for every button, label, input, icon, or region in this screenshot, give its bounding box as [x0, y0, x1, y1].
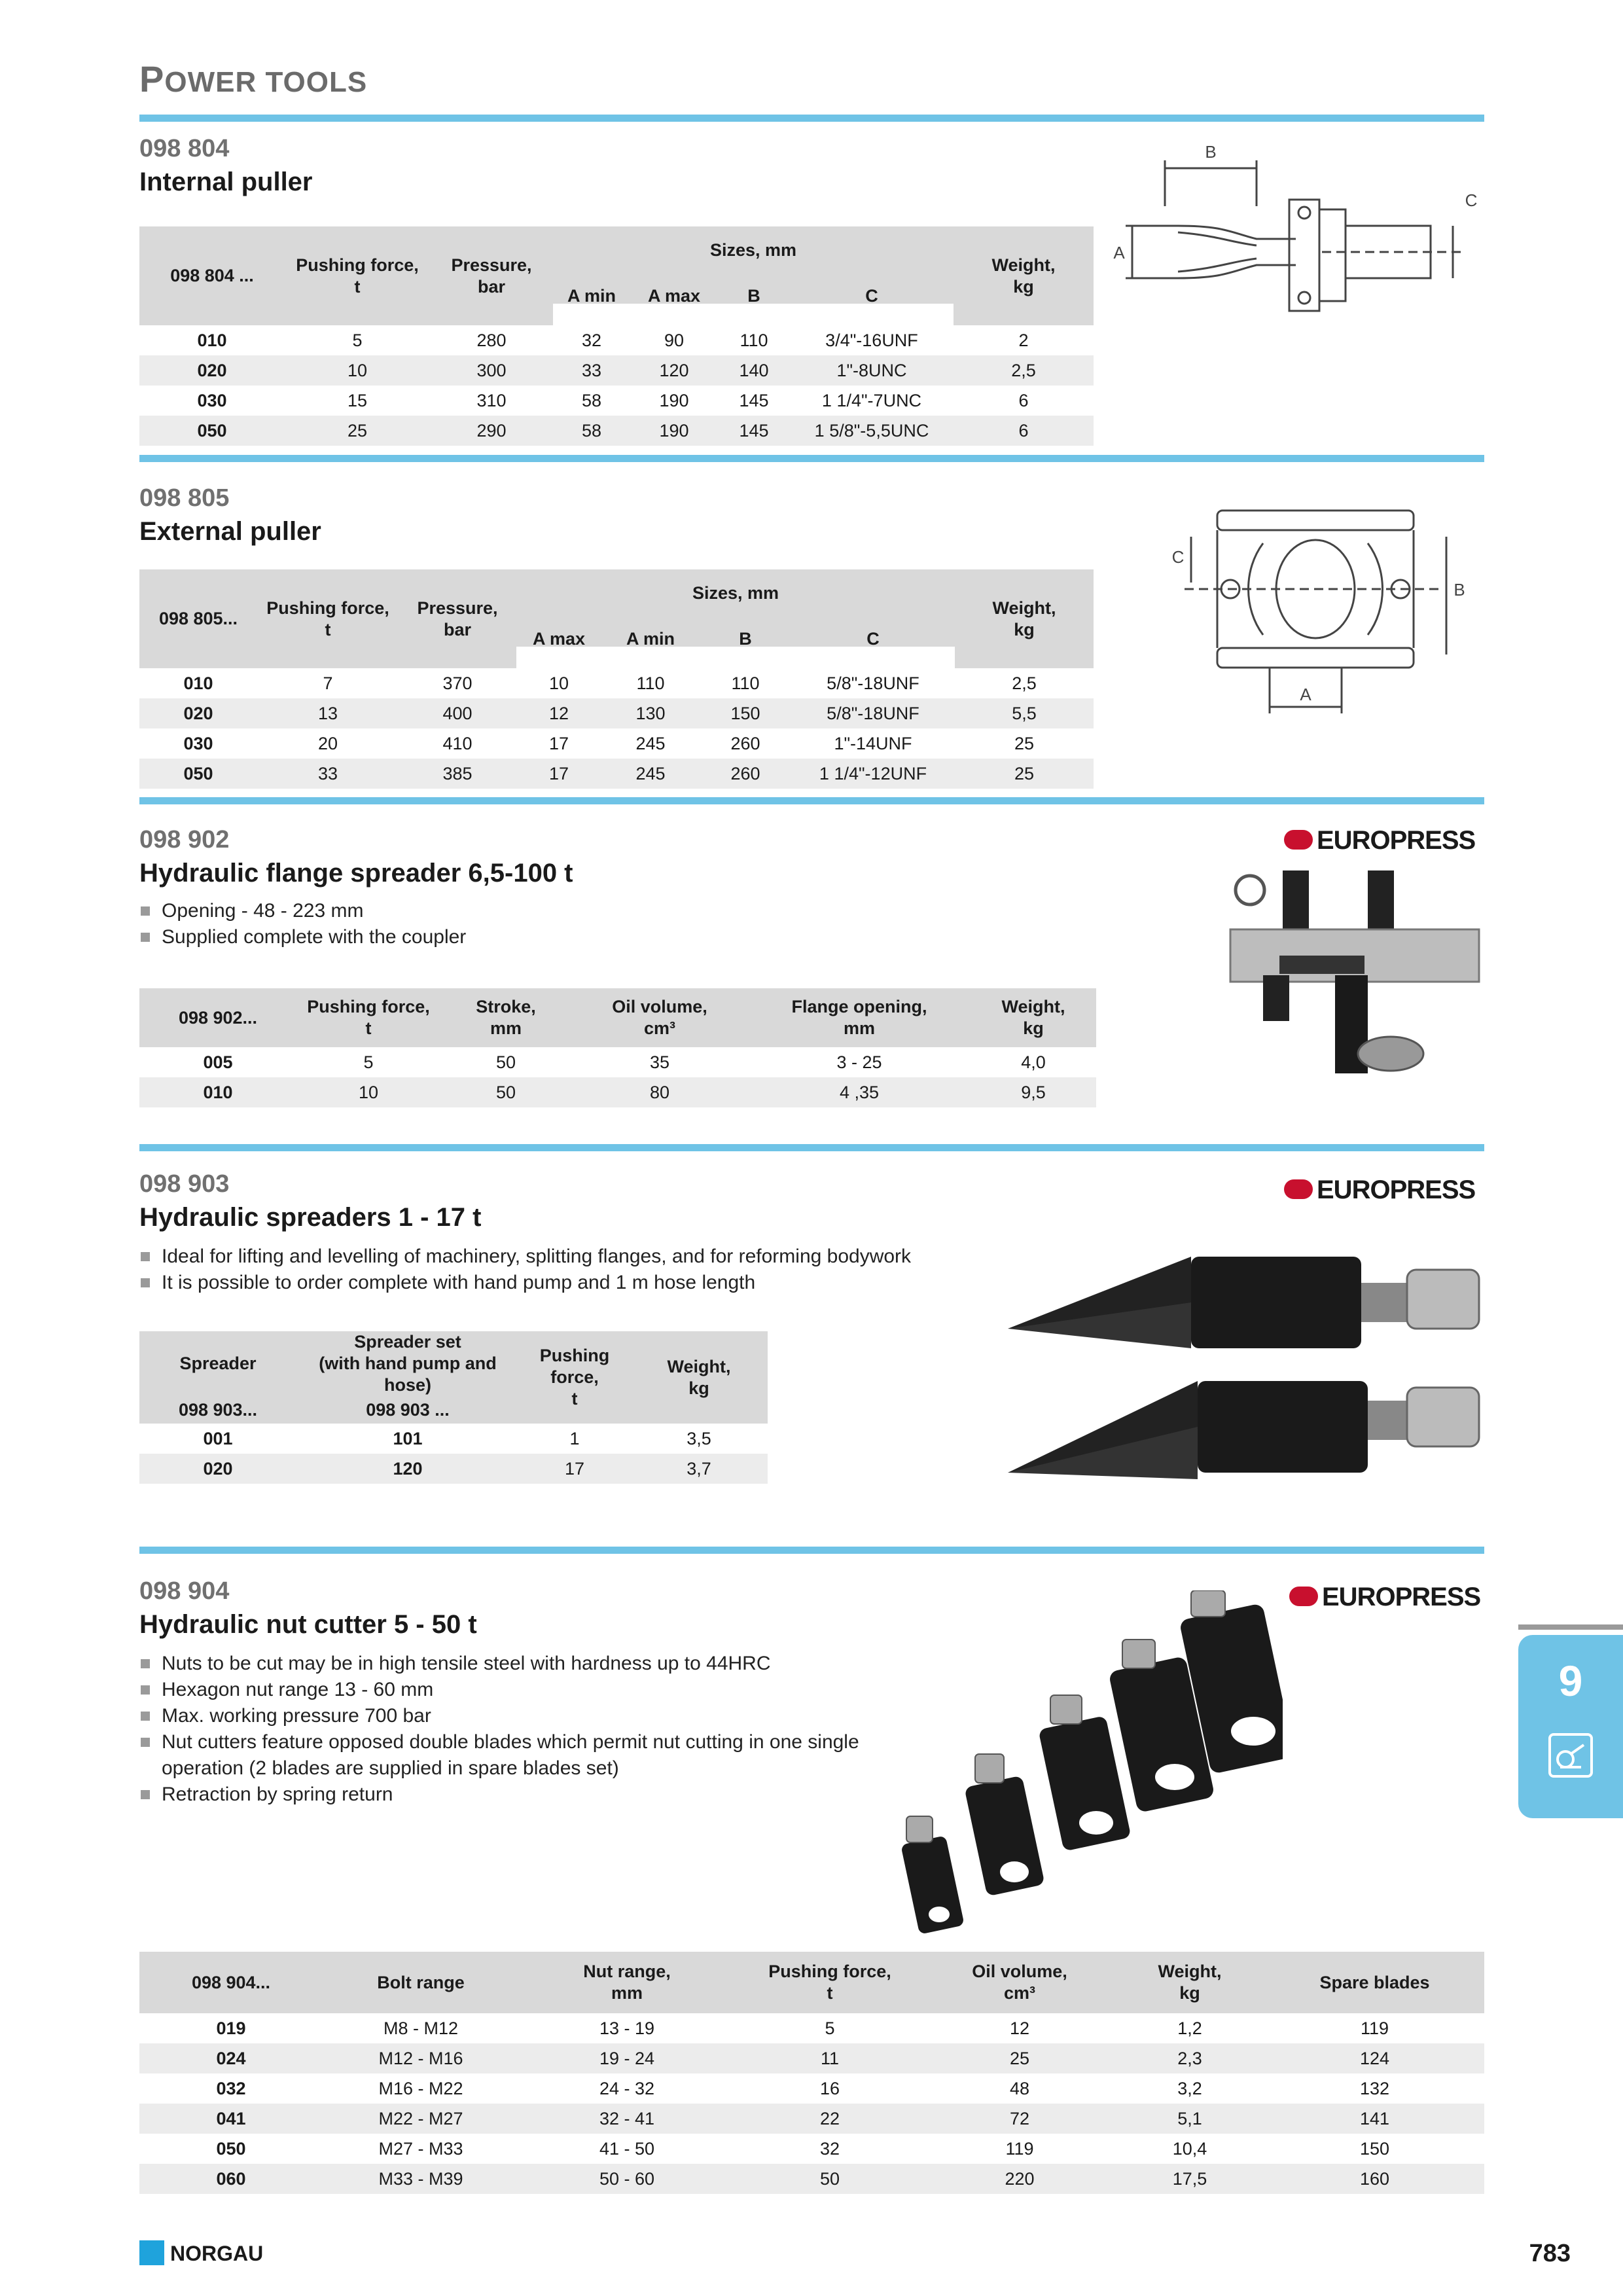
spec-table-flange: [139, 988, 1096, 1107]
table-cell: 245: [601, 759, 700, 789]
table-cell: 4,0: [1021, 1052, 1046, 1072]
col-force: Pushing force, t: [735, 1952, 925, 2013]
col-code: 098 805...: [139, 569, 257, 668]
col-set-code: 098 903 ...: [296, 1396, 519, 1424]
table-cell: 25: [955, 759, 1094, 789]
dim-label-a: A: [1113, 243, 1125, 262]
nut-cutters-photo: [877, 1590, 1283, 1944]
table-cell: 150: [700, 698, 791, 728]
table-cell: 50: [735, 2164, 925, 2194]
table-row: [139, 2073, 1484, 2104]
table-cell: 90: [664, 330, 685, 350]
col-oil: Oil volume, cm³: [925, 1952, 1115, 2013]
col-force: Pushing force, t: [519, 1331, 630, 1424]
col-spare: Spare blades: [1265, 1952, 1484, 2013]
table-cell: 2,5: [954, 355, 1094, 386]
table-cell: 35: [649, 1052, 670, 1072]
col-pressure: Pressure, bar: [399, 569, 516, 668]
list-item: Nuts to be cut may be in high tensile steel with hardness up to 44HRC: [139, 1651, 866, 1677]
table-row: [139, 1952, 1484, 2013]
table-cell: 17: [548, 733, 569, 753]
europress-mark-icon: [1289, 1587, 1318, 1606]
product-code: 098 904: [139, 1577, 230, 1605]
section-divider: [139, 455, 1484, 462]
table-row: [139, 728, 1094, 759]
col-nut: Nut range, mm: [519, 1952, 735, 2013]
table-cell: 12: [516, 698, 601, 728]
table-row: [139, 988, 1096, 1047]
table-cell: 17,5: [1115, 2164, 1265, 2194]
table-cell: 20: [317, 733, 338, 753]
col-force: Pushing force, t: [285, 226, 430, 325]
table-cell: 17: [519, 1454, 630, 1484]
table-cell: 5/8"-18UNF: [827, 673, 919, 693]
col-a-min: A min: [567, 286, 616, 306]
table-cell: 110: [636, 673, 665, 693]
col-weight: Weight, kg: [1115, 1952, 1265, 2013]
table-cell: 020: [139, 698, 257, 728]
list-item: Ideal for lifting and levelling of machinery, splitting flanges, and for reforming bodywork: [139, 1244, 911, 1270]
table-row: [139, 759, 1094, 789]
spec-table-nutcutter: [139, 1952, 1484, 2194]
table-cell: 3/4"-16UNF: [825, 330, 918, 350]
table-cell: 132: [1359, 2078, 1390, 2098]
col-set: Spreader set (with hand pump and hose): [296, 1331, 519, 1396]
table-cell: 032: [216, 2078, 246, 2098]
table-cell: 385: [399, 759, 516, 789]
table-cell: 300: [430, 355, 553, 386]
table-cell: 050: [139, 416, 285, 446]
table-cell: 280: [476, 330, 507, 350]
table-cell: 7: [323, 673, 333, 693]
table-cell: 120: [296, 1454, 519, 1484]
table-cell: 9,5: [971, 1077, 1096, 1107]
col-sizes: Sizes, mm: [516, 569, 955, 647]
col-oil: Oil volume, cm³: [571, 988, 748, 1047]
table-cell: 041: [139, 2104, 323, 2134]
spec-table-external: [139, 569, 1094, 789]
table-cell: M33 - M39: [323, 2164, 519, 2194]
table-cell: 290: [430, 416, 553, 446]
table-cell: 2,3: [1115, 2043, 1265, 2073]
table-cell: 220: [925, 2164, 1115, 2194]
table-cell: 3,7: [630, 1454, 768, 1484]
table-cell: 260: [700, 759, 791, 789]
table-cell: 145: [739, 390, 769, 410]
table-cell: 25: [285, 416, 430, 446]
table-row: [139, 2164, 1484, 2194]
table-cell: 260: [730, 733, 760, 753]
table-cell: 13: [257, 698, 399, 728]
table-cell: 310: [476, 390, 507, 410]
table-cell: M22 - M27: [323, 2104, 519, 2134]
product-name: External puller: [139, 517, 321, 546]
table-cell: 58: [581, 390, 602, 410]
table-cell: 020: [139, 1454, 296, 1484]
page-title: POWER TOOLS: [139, 58, 368, 99]
table-row: [139, 698, 1094, 728]
table-cell: 50 - 60: [519, 2164, 735, 2194]
table-cell: 41 - 50: [599, 2138, 655, 2159]
table-cell: 190: [630, 416, 718, 446]
col-force: Pushing force, t: [296, 988, 440, 1047]
angle-grinder-icon: [1548, 1733, 1593, 1778]
col-weight: Weight, kg: [630, 1331, 768, 1424]
table-cell: 10: [285, 355, 430, 386]
table-cell: 019: [216, 2018, 246, 2038]
col-opening: Flange opening, mm: [748, 988, 971, 1047]
table-cell: 245: [635, 733, 666, 753]
table-cell: 120: [630, 355, 718, 386]
list-item: Supplied complete with the coupler: [139, 924, 466, 950]
table-cell: 5/8"-18UNF: [791, 698, 955, 728]
brand-square: [139, 2240, 164, 2265]
list-item: Retraction by spring return: [139, 1782, 866, 1808]
section-divider: [139, 115, 1484, 122]
table-cell: 3 - 25: [836, 1052, 882, 1072]
table-cell: 1: [569, 1428, 580, 1448]
table-cell: 17: [516, 759, 601, 789]
dim-label-b: B: [1454, 580, 1465, 600]
product-code: 098 903: [139, 1170, 230, 1198]
table-cell: 119: [1005, 2138, 1034, 2159]
table-cell: 24 - 32: [599, 2078, 655, 2098]
table-cell: 050: [139, 759, 257, 789]
table-row: [139, 325, 1094, 355]
table-cell: 12: [1009, 2018, 1030, 2038]
table-row: [139, 1454, 768, 1484]
table-cell: 110: [731, 673, 760, 693]
table-cell: 10: [296, 1077, 440, 1107]
table-cell: 1"-14UNF: [834, 733, 912, 753]
table-cell: 2: [1018, 330, 1029, 350]
table-cell: 050: [216, 2138, 246, 2159]
table-cell: M12 - M16: [323, 2043, 519, 2073]
flange-spreader-photo: [1224, 864, 1486, 1086]
table-cell: 010: [197, 330, 227, 350]
col-spreader: Spreader: [139, 1331, 296, 1396]
list-item: Nut cutters feature opposed double blades which permit nut cutting in one single operation (2 blades are supplied in spare blades set): [139, 1729, 866, 1782]
table-cell: 141: [1265, 2104, 1484, 2134]
product-code: 098 805: [139, 484, 230, 512]
table-cell: 5,5: [955, 698, 1094, 728]
table-cell: 2,5: [1012, 673, 1037, 693]
section-divider: [139, 1144, 1484, 1151]
table-cell: 101: [393, 1428, 423, 1448]
table-cell: 1 1/4"-12UNF: [791, 759, 955, 789]
product-name: Hydraulic spreaders 1 - 17 t: [139, 1203, 482, 1232]
table-cell: 4 ,35: [748, 1077, 971, 1107]
section-divider: [139, 1547, 1484, 1554]
table-cell: 3,2: [1177, 2078, 1202, 2098]
table-cell: 19 - 24: [519, 2043, 735, 2073]
product-code: 098 902: [139, 826, 230, 853]
table-row: [139, 2013, 1484, 2043]
table-row: [139, 668, 1094, 698]
table-cell: 140: [718, 355, 790, 386]
col-weight: Weight, kg: [954, 226, 1094, 325]
table-cell: 160: [1265, 2164, 1484, 2194]
table-cell: 72: [925, 2104, 1115, 2134]
page-number: 783: [1529, 2240, 1571, 2267]
product-code: 098 804: [139, 135, 230, 162]
table-cell: 010: [183, 673, 213, 693]
col-code: 098 902...: [139, 988, 296, 1047]
chapter-number: 9: [1558, 1657, 1583, 1705]
col-c: C: [866, 629, 880, 649]
table-cell: 400: [399, 698, 516, 728]
table-cell: 110: [740, 330, 768, 350]
table-cell: 50: [440, 1077, 571, 1107]
col-bolt: Bolt range: [323, 1952, 519, 2013]
table-cell: M27 - M33: [378, 2138, 463, 2159]
spec-table-spreaders: [139, 1331, 768, 1484]
col-a-max: A max: [532, 629, 586, 649]
table-cell: 1 5/8"-5,5UNC: [790, 416, 954, 446]
table-cell: 13 - 19: [599, 2018, 655, 2038]
col-b: B: [747, 286, 760, 306]
table-cell: M8 - M12: [383, 2018, 459, 2038]
table-cell: 150: [1359, 2138, 1390, 2159]
table-cell: 5,1: [1115, 2104, 1265, 2134]
table-cell: 5: [363, 1052, 374, 1072]
table-cell: 58: [553, 416, 630, 446]
table-cell: 1 1/4"-7UNC: [821, 390, 922, 410]
table-cell: 030: [197, 390, 227, 410]
table-cell: 5: [352, 330, 363, 350]
col-a-max: A max: [647, 286, 701, 306]
section-divider: [139, 797, 1484, 804]
col-weight: Weight, kg: [971, 988, 1096, 1047]
table-cell: 020: [139, 355, 285, 386]
table-row: [139, 1331, 768, 1396]
table-cell: 15: [347, 390, 368, 410]
table-row: [139, 1077, 1096, 1107]
col-a-min: A min: [626, 629, 675, 649]
table-cell: 22: [735, 2104, 925, 2134]
table-cell: 010: [139, 1077, 296, 1107]
feature-list: [139, 898, 466, 950]
col-code: 098 804 ...: [139, 226, 285, 325]
table-cell: 33: [553, 355, 630, 386]
table-cell: 5: [825, 2018, 835, 2038]
table-cell: 124: [1265, 2043, 1484, 2073]
list-item: It is possible to order complete with hand pump and 1 m hose length: [139, 1270, 911, 1296]
feature-list: [139, 1651, 866, 1808]
table-cell: 119: [1360, 2018, 1389, 2038]
list-item: Opening - 48 - 223 mm: [139, 898, 466, 924]
table-cell: 33: [257, 759, 399, 789]
product-name: Hydraulic nut cutter 5 - 50 t: [139, 1610, 477, 1639]
dim-label-b: B: [1205, 142, 1217, 162]
table-cell: 3,5: [687, 1428, 711, 1448]
table-row: [139, 1424, 768, 1454]
table-row: [139, 2134, 1484, 2164]
table-cell: 6: [1018, 390, 1029, 410]
col-weight: Weight, kg: [955, 569, 1094, 668]
table-cell: 005: [203, 1052, 233, 1072]
table-row: [139, 2043, 1484, 2073]
table-cell: 060: [139, 2164, 323, 2194]
europress-mark-icon: [1284, 830, 1313, 850]
table-cell: 130: [601, 698, 700, 728]
table-row: [139, 355, 1094, 386]
dim-label-a: A: [1300, 685, 1311, 704]
table-cell: 11: [735, 2043, 925, 2073]
table-cell: 32: [819, 2138, 840, 2159]
product-name: Internal puller: [139, 168, 313, 196]
europress-logo: EUROPRESS: [1284, 826, 1475, 855]
europress-logo: EUROPRESS: [1284, 1175, 1475, 1205]
table-cell: 48: [1009, 2078, 1030, 2098]
table-cell: 10: [548, 673, 569, 693]
table-cell: 001: [203, 1428, 233, 1448]
table-cell: 50: [495, 1052, 516, 1072]
table-cell: 145: [718, 416, 790, 446]
table-cell: 32 - 41: [519, 2104, 735, 2134]
product-name: Hydraulic flange spreader 6,5-100 t: [139, 859, 573, 888]
table-cell: 030: [183, 733, 213, 753]
table-cell: 410: [442, 733, 473, 753]
col-b: B: [739, 629, 752, 649]
table-cell: 25: [1014, 733, 1035, 753]
table-cell: 370: [442, 673, 473, 693]
table-cell: 6: [954, 416, 1094, 446]
table-cell: 32: [581, 330, 602, 350]
col-force: Pushing force, t: [257, 569, 399, 668]
side-tab-rule: [1518, 1624, 1623, 1630]
hydraulic-spreaders-photo: [1001, 1230, 1486, 1492]
europress-logo: EUROPRESS: [1289, 1583, 1480, 1612]
table-cell: 190: [659, 390, 689, 410]
col-sizes: Sizes, mm: [553, 226, 954, 304]
col-code: 098 904...: [139, 1952, 323, 2013]
table-row: [139, 2104, 1484, 2134]
table-cell: 024: [139, 2043, 323, 2073]
dim-label-c: C: [1465, 190, 1478, 210]
col-pressure: Pressure, bar: [430, 226, 553, 325]
table-cell: 1,2: [1177, 2018, 1202, 2038]
list-item: Hexagon nut range 13 - 60 mm: [139, 1677, 866, 1703]
list-item: Max. working pressure 700 bar: [139, 1703, 866, 1729]
table-row: [139, 1047, 1096, 1077]
table-row: [139, 386, 1094, 416]
internal-puller-diagram: [1099, 134, 1492, 344]
external-puller-diagram: [1145, 497, 1472, 726]
feature-list: [139, 1244, 911, 1296]
col-spreader-code: 098 903...: [139, 1396, 296, 1424]
table-cell: 1"-8UNC: [790, 355, 954, 386]
table-cell: 25: [925, 2043, 1115, 2073]
brand-name: NORGAU: [170, 2242, 264, 2265]
table-row: [139, 416, 1094, 446]
spec-table-internal: [139, 226, 1094, 446]
table-cell: 16: [819, 2078, 840, 2098]
table-cell: 10,4: [1172, 2138, 1207, 2159]
col-c: C: [865, 286, 878, 306]
col-stroke: Stroke, mm: [440, 988, 571, 1047]
table-cell: M16 - M22: [378, 2078, 463, 2098]
dim-label-c: C: [1171, 547, 1185, 567]
table-cell: 80: [571, 1077, 748, 1107]
europress-mark-icon: [1284, 1179, 1313, 1199]
